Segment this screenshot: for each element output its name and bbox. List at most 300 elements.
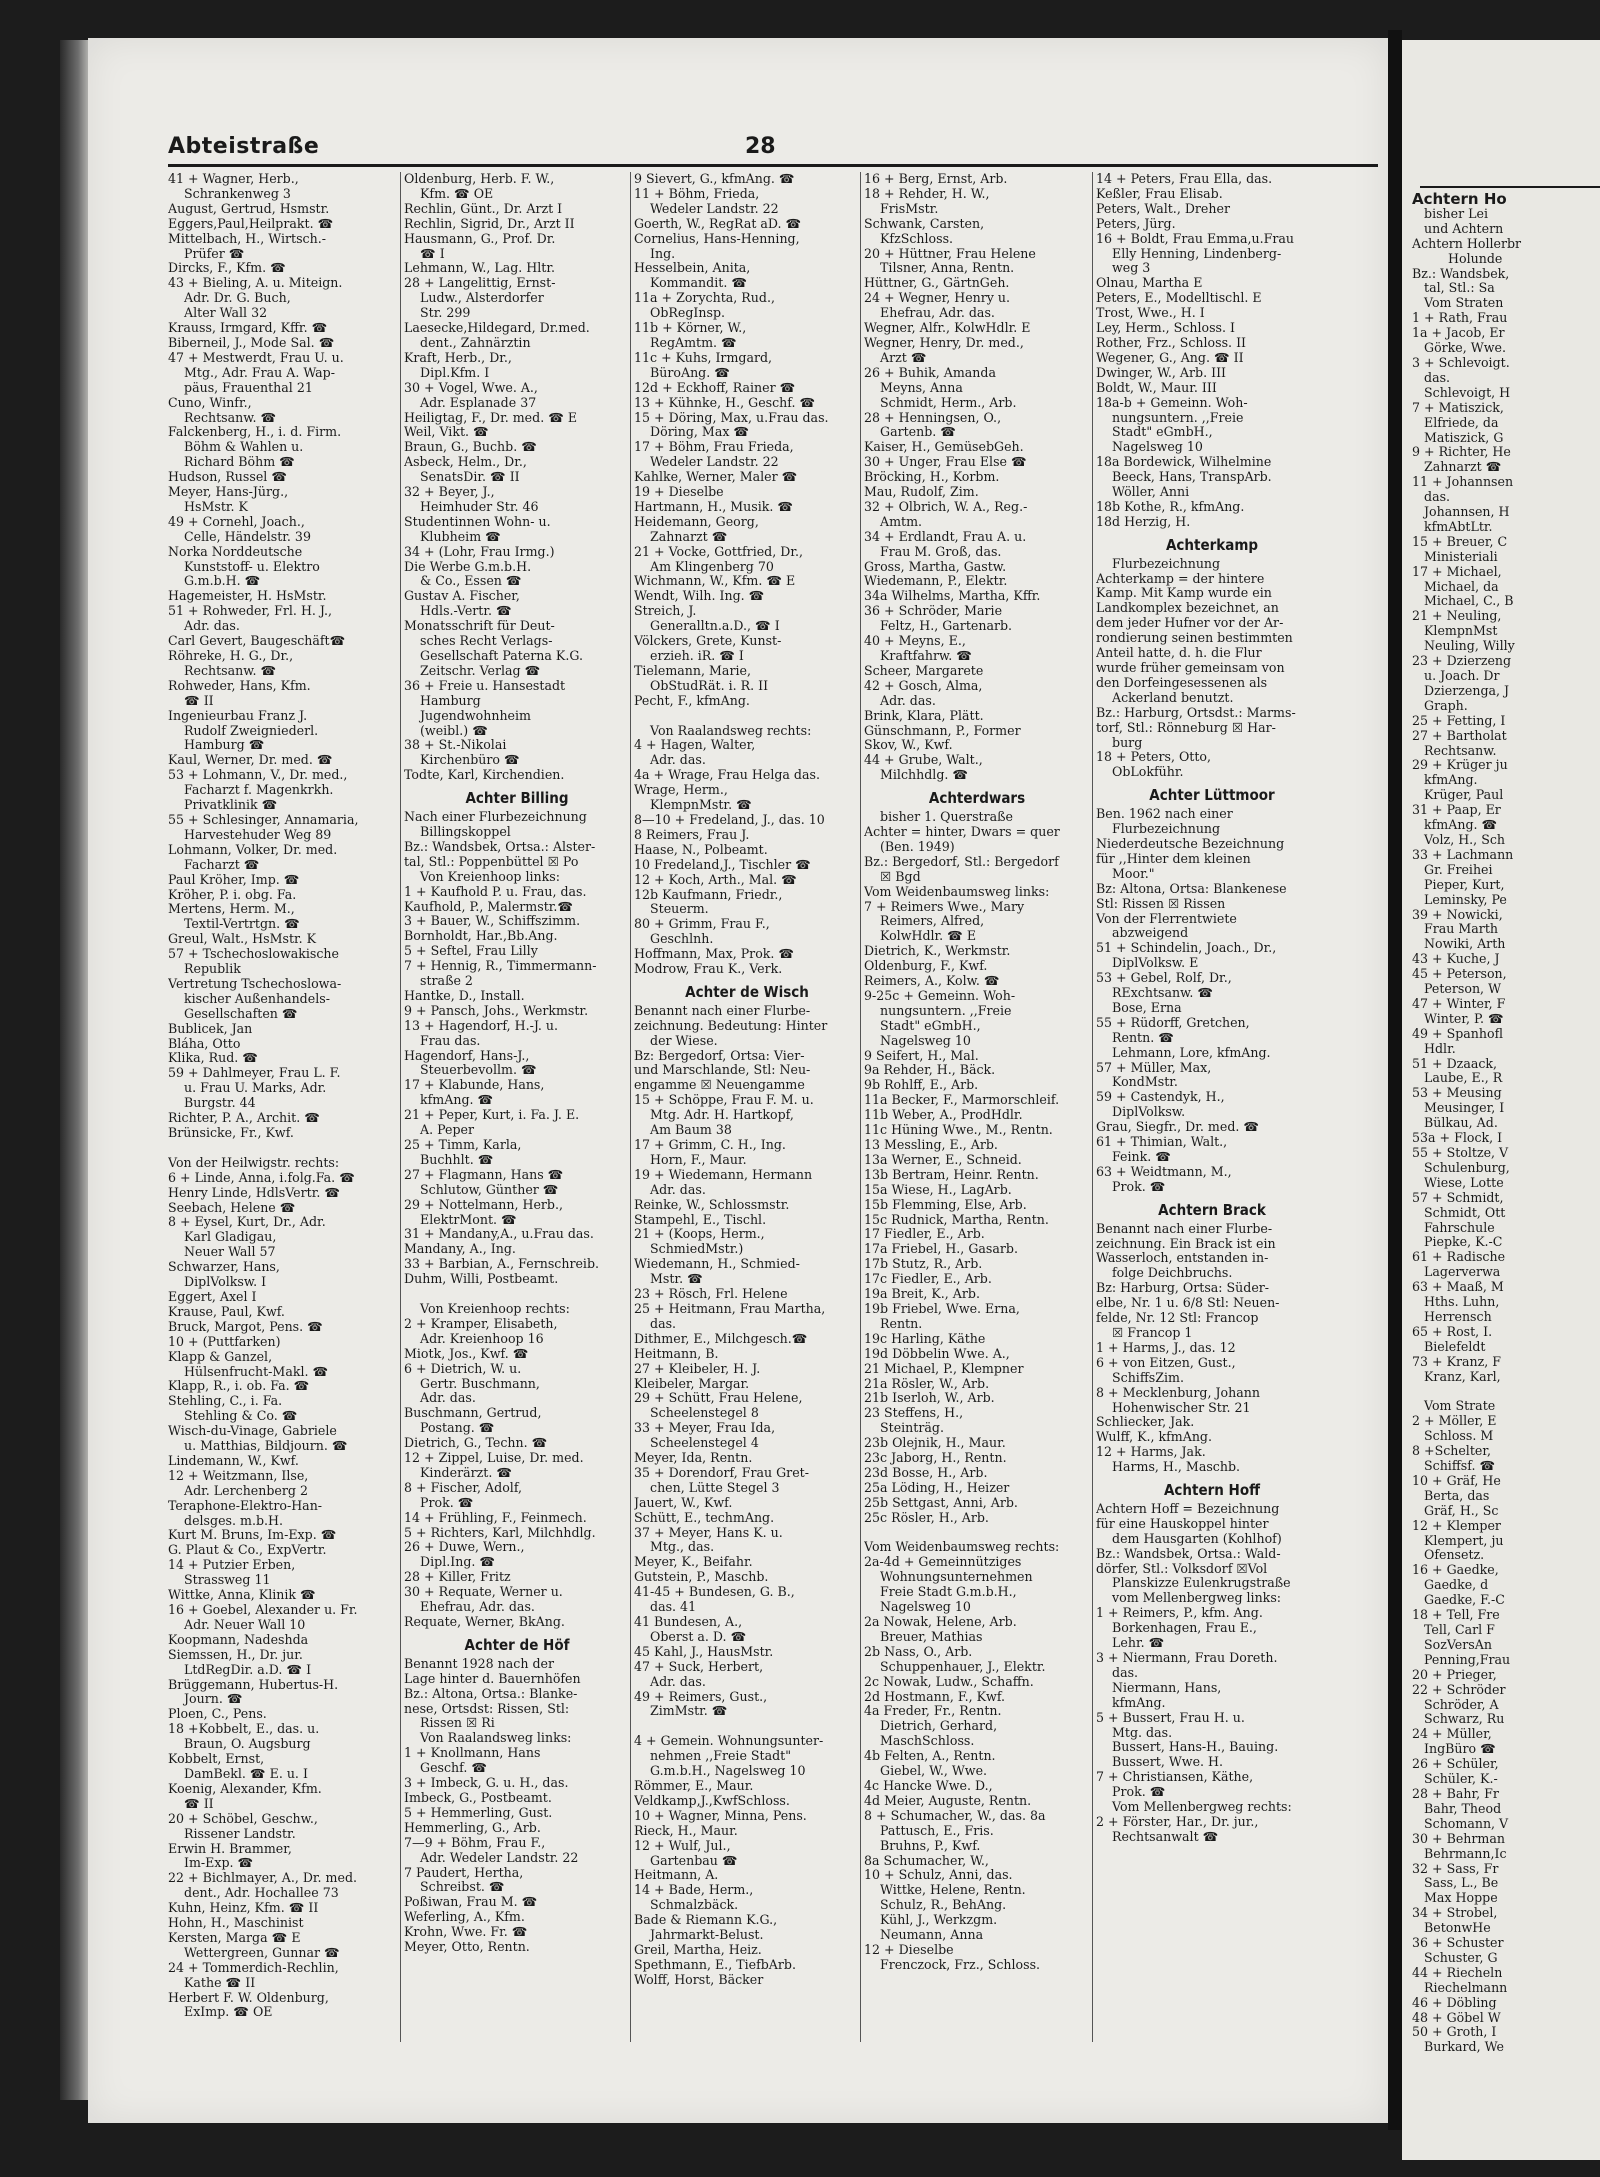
directory-entry: nese, Ortsdst: Rissen, Stl: xyxy=(404,1700,570,1716)
directory-entry: 36 + Schröder, Marie xyxy=(864,603,1003,619)
directory-entry: (weibl.) ☎ xyxy=(404,722,488,738)
directory-entry: Stampehl, E., Tischl. xyxy=(634,1211,767,1227)
directory-entry: Penning,Frau xyxy=(1412,1651,1511,1667)
directory-entry: 25 + Fetting, I xyxy=(1412,712,1506,728)
directory-entry: Weferling, A., Kfm. xyxy=(404,1909,525,1925)
directory-entry: 43 + Bieling, A. u. Miteign. xyxy=(168,275,343,291)
directory-entry: 24 + Wegner, Henry u. xyxy=(864,290,1011,306)
directory-entry: 11b + Körner, W., xyxy=(634,320,747,336)
directory-entry: 1 + Kaufhold P. u. Frau, das. xyxy=(404,883,587,899)
directory-entry: Schreibst. ☎ xyxy=(404,1879,505,1895)
directory-entry: Lehr. ☎ xyxy=(1096,1635,1165,1651)
directory-entry: 36 + Freie u. Hansestadt xyxy=(404,677,566,693)
directory-entry: Flurbezeichnung xyxy=(1096,821,1221,837)
directory-entry: Meyer, Otto, Rentn. xyxy=(404,1939,530,1955)
directory-entry: Niederdeutsche Bezeichnung xyxy=(1096,835,1285,851)
directory-entry: Von Kreienhoop links: xyxy=(404,868,560,884)
directory-entry: 1 + Rath, Frau xyxy=(1412,310,1508,326)
directory-entry: 34 + Erdlandt, Frau A. u. xyxy=(864,528,1027,544)
directory-entry: Ehefrau, Adr. das. xyxy=(404,1599,535,1615)
directory-entry: Trost, Wwe., H. I xyxy=(1096,305,1205,321)
directory-entry: Mtg., Adr. Frau A. Wap- xyxy=(168,364,335,380)
directory-entry: 41 Bundesen, A., xyxy=(634,1614,743,1629)
directory-entry: Prüfer ☎ xyxy=(168,245,245,261)
directory-entry: Bussert, Wwe. H. xyxy=(1096,1754,1224,1770)
directory-entry: Privatklinik ☎ xyxy=(168,797,278,813)
directory-entry: Freie Stadt G.m.b.H., xyxy=(864,1584,1017,1600)
directory-entry: Am Baum 38 xyxy=(634,1122,732,1138)
directory-entry: Mtg. das. xyxy=(1096,1724,1173,1740)
directory-entry: 23c Jaborg, H., Rentn. xyxy=(864,1450,1007,1466)
directory-entry: Von der Flerrentwiete xyxy=(1096,910,1237,926)
column-1 xyxy=(168,172,400,2020)
directory-entry xyxy=(634,709,860,724)
directory-entry: Kinderärzt. ☎ xyxy=(404,1464,513,1480)
directory-entry: Reimers, Alfred, xyxy=(864,913,985,929)
directory-entry: 51 + Rohweder, Frl. H. J., xyxy=(168,603,333,619)
directory-entry xyxy=(404,1287,630,1302)
directory-entry: Anteil hatte, d. h. die Flur xyxy=(1096,645,1262,661)
directory-entry: Klika, Rud. ☎ xyxy=(168,1050,258,1066)
directory-entry: Rother, Frz., Schloss. II xyxy=(1096,334,1247,350)
directory-entry: Reimers, A., Kolw. ☎ xyxy=(864,973,1000,989)
directory-entry: 23 + Rösch, Frl. Helene xyxy=(634,1286,788,1302)
directory-entry: Hdlr. xyxy=(1412,1040,1456,1056)
directory-entry xyxy=(168,1141,400,1156)
directory-entry: Grau, Siegfr., Dr. med. ☎ xyxy=(1096,1119,1260,1135)
directory-entry: Dietrich, G., Techn. ☎ xyxy=(404,1435,548,1451)
directory-entry: 33 + Barbian, A., Fernschreib. xyxy=(404,1256,600,1272)
directory-entry: Oberst a. D. ☎ xyxy=(634,1628,747,1644)
directory-entry: Feltz, H., Gartenarb. xyxy=(864,618,1013,634)
directory-entry: 13a Werner, E., Schneid. xyxy=(864,1151,1022,1167)
directory-entry: 14 + Peters, Frau Ella, das. xyxy=(1096,172,1273,186)
directory-entry: Giebel, W., Wwe. xyxy=(864,1763,988,1779)
directory-entry: 39 + Nowicki, xyxy=(1412,906,1503,922)
directory-entry: IngBüro ☎ xyxy=(1412,1741,1496,1757)
directory-entry: 26 + Duwe, Wern., xyxy=(404,1539,525,1555)
directory-entry: Stl: Rissen ☒ Rissen xyxy=(1096,895,1226,911)
directory-entry: Rohweder, Hans, Kfm. xyxy=(168,677,311,693)
directory-entry: Berta, das xyxy=(1412,1487,1490,1503)
directory-entry: Görke, Wwe. xyxy=(1412,340,1506,356)
directory-entry: Bussert, Hans-H., Bauing. xyxy=(1096,1739,1279,1755)
directory-entry: Ploen, C., Pens. xyxy=(168,1706,267,1722)
directory-entry: Brüggemann, Hubertus-H. xyxy=(168,1676,339,1692)
directory-entry: Wittke, Anna, Klinik ☎ xyxy=(168,1587,316,1603)
directory-entry: 12 + Koch, Arth., Mal. ☎ xyxy=(634,871,797,887)
directory-entry: 4 + Hagen, Walter, xyxy=(634,737,756,753)
directory-entry: dem jeder Hufner vor der Ar- xyxy=(1096,615,1284,631)
directory-entry: 11a + Zorychta, Rud., xyxy=(634,290,775,306)
directory-entry: 1 + Harms, J., das. 12 xyxy=(1096,1339,1236,1355)
directory-entry: Kamp. Mit Kamp wurde ein xyxy=(1096,585,1272,601)
directory-entry: 18b Kothe, R., kfmAng. xyxy=(1096,498,1245,514)
directory-entry: Poßiwan, Frau M. ☎ xyxy=(404,1894,538,1910)
directory-entry: Ehefrau, Adr. das. xyxy=(864,305,995,321)
directory-entry: 17 + Klabunde, Hans, xyxy=(404,1077,545,1093)
directory-entry: Stadt" eGmbH., xyxy=(864,1017,981,1033)
directory-entry: dem Hausgarten (Kohlhof) xyxy=(1096,1530,1282,1546)
directory-entry: Teraphone-Elektro-Han- xyxy=(168,1497,323,1513)
directory-entry: Mau, Rudolf, Zim. xyxy=(864,484,979,500)
directory-entry: Kühl, J., Werkzgm. xyxy=(864,1912,998,1928)
column-divider xyxy=(630,172,631,2042)
directory-entry: SchiffsZim. xyxy=(1096,1369,1184,1385)
directory-entry: Schulz, R., BehAng. xyxy=(864,1897,1007,1913)
directory-entry: 2a Nowak, Helene, Arb. xyxy=(864,1614,1017,1629)
directory-entry: Bröcking, H., Korbm. xyxy=(864,469,1000,485)
directory-entry: Brünsicke, Fr., Kwf. xyxy=(168,1125,294,1140)
directory-entry: 23b Olejnik, H., Maur. xyxy=(864,1435,1006,1451)
directory-entry: 47 + Winter, F xyxy=(1412,995,1506,1011)
directory-entry: vom Mellenbergweg links: xyxy=(1096,1590,1282,1606)
directory-entry: Mstr. ☎ xyxy=(634,1271,703,1287)
directory-entry: Behrmann,Ic xyxy=(1412,1845,1507,1861)
directory-entry: 28 + Bahr, Fr xyxy=(1412,1785,1499,1801)
directory-entry: 28 + Langelittig, Ernst- xyxy=(404,275,556,291)
directory-entry: Gräf, H., Sc xyxy=(1412,1502,1499,1518)
directory-entry: MaschSchloss. xyxy=(864,1733,975,1749)
directory-entry: Wendt, Wilh. Ing. ☎ xyxy=(634,588,765,604)
directory-entry: Benannt nach einer Flurbe- xyxy=(634,1002,811,1018)
directory-entry: Von Kreienhoop rechts: xyxy=(404,1300,570,1316)
directory-entry: Adr. Lerchenberg 2 xyxy=(168,1482,308,1498)
directory-entry xyxy=(634,1719,860,1734)
directory-entry: 13 Messling, E., Arb. xyxy=(864,1137,998,1152)
directory-entry: Nach einer Flurbezeichnung xyxy=(404,809,587,825)
directory-entry: 6 + Linde, Anna, i.folg.Fa. ☎ xyxy=(168,1169,355,1185)
directory-entry: Johannsen, H xyxy=(1412,504,1510,520)
directory-entry: Hausmann, G., Prof. Dr. xyxy=(404,230,556,246)
directory-entry: Kathe ☎ II xyxy=(168,1974,256,1990)
directory-entry: 25a Löding, H., Heizer xyxy=(864,1479,1010,1495)
directory-entry: Monatsschrift für Deut- xyxy=(404,618,555,634)
directory-entry: Krohn, Wwe. Fr. ☎ xyxy=(404,1924,528,1940)
directory-entry: 38 + St.-Nikolai xyxy=(404,737,507,753)
directory-entry: Buschmann, Gertrud, xyxy=(404,1405,542,1421)
directory-entry: Tell, Carl F xyxy=(1412,1622,1495,1637)
directory-entry: Cuno, Winfr., xyxy=(168,394,252,410)
directory-entry: Wedeler Landstr. 22 xyxy=(634,454,779,470)
directory-entry: Bz.: Bergedorf, Stl.: Bergedorf xyxy=(864,853,1059,869)
directory-entry: das. xyxy=(634,1315,677,1331)
directory-entry: Biberneil, J., Mode Sal. ☎ xyxy=(168,334,335,350)
directory-entry: Burgstr. 44 xyxy=(168,1095,256,1111)
directory-entry: 57 + Schmidt, xyxy=(1412,1189,1504,1205)
directory-entry: 16 + Berg, Ernst, Arb. xyxy=(864,172,1008,186)
directory-entry: 29 + Nottelmann, Herb., xyxy=(404,1196,563,1212)
directory-entry: Meyns, Anna xyxy=(864,379,963,395)
directory-entry: Amtm. xyxy=(864,513,923,529)
directory-entry: Rechtsanw. xyxy=(1412,742,1497,758)
directory-entry: Ingenieurbau Franz J. xyxy=(168,707,308,723)
directory-entry: 9a Rehder, H., Bäck. xyxy=(864,1062,996,1078)
directory-entry: Völckers, Grete, Kunst- xyxy=(634,633,782,649)
directory-entry: BüroAng. ☎ xyxy=(634,364,730,380)
directory-entry: 27 + Flagmann, Hans ☎ xyxy=(404,1166,564,1182)
directory-entry: Schomann, V xyxy=(1412,1815,1509,1831)
directory-entry: Schmidt, Herm., Arb. xyxy=(864,394,1017,410)
directory-entry: Zeitschr. Verlag ☎ xyxy=(404,662,541,678)
directory-entry: Schuppenhauer, J., Elektr. xyxy=(864,1658,1046,1674)
directory-entry: Moor." xyxy=(1096,865,1155,881)
directory-entry: Bz.: Wandsbek, xyxy=(1412,265,1510,281)
directory-entry: 24 + Müller, xyxy=(1412,1726,1492,1742)
directory-entry: Kraft, Herb., Dr., xyxy=(404,349,512,365)
directory-entry: 40 + Meyns, E., xyxy=(864,633,966,649)
directory-entry: dörfer, Stl.: Volksdorf ☒Vol xyxy=(1096,1560,1268,1576)
directory-entry: RExchtsanw. ☎ xyxy=(1096,985,1214,1001)
page-shadow xyxy=(60,40,90,2100)
page-header xyxy=(168,134,1388,160)
directory-entry: 2a-4d + Gemeinnütziges xyxy=(864,1554,1022,1570)
directory-entry: Wegner, Alfr., KolwHdlr. E xyxy=(864,320,1031,336)
page-number: 28 xyxy=(745,134,776,159)
directory-entry: Falckenberg, H., i. d. Firm. xyxy=(168,424,342,440)
directory-entry: Seebach, Helene ☎ xyxy=(168,1199,296,1215)
directory-entry: 21 + Vocke, Gottfried, Dr., xyxy=(634,543,803,559)
directory-entry: Harvestehuder Weg 89 xyxy=(168,826,332,842)
directory-entry: KlempnMstr. ☎ xyxy=(634,797,752,813)
directory-entry: Cornelius, Hans-Henning, xyxy=(634,230,800,246)
directory-entry: Heitmann, B. xyxy=(634,1345,719,1361)
directory-entry: FrisMstr. xyxy=(864,200,939,216)
directory-entry: Oldenburg, Herb. F. W., xyxy=(404,172,555,186)
directory-entry: Heimhuder Str. 46 xyxy=(404,498,539,514)
directory-entry: Bielefeldt xyxy=(1412,1338,1486,1354)
directory-entry: Imbeck, G., Postbeamt. xyxy=(404,1789,552,1805)
directory-entry: 4b Felten, A., Rentn. xyxy=(864,1748,996,1764)
directory-entry: Geschlnh. xyxy=(634,931,714,947)
directory-entry: 41 + Wagner, Herb., xyxy=(168,172,299,186)
directory-entry: Graph. xyxy=(1412,697,1468,713)
directory-entry: 6 + von Eitzen, Gust., xyxy=(1096,1354,1236,1370)
directory-entry: Frau das. xyxy=(404,1032,481,1048)
directory-entry: 2 + Förster, Har., Dr. jur., xyxy=(1096,1813,1259,1829)
directory-entry: Dietrich, Gerhard, xyxy=(864,1718,998,1734)
directory-entry: 29 + Krüger ju xyxy=(1412,757,1508,773)
directory-entry: ZimMstr. ☎ xyxy=(634,1703,728,1719)
directory-entry xyxy=(864,1526,1090,1541)
directory-entry: Weil, Vikt. ☎ xyxy=(404,424,489,440)
directory-entry: 45 + Peterson, xyxy=(1412,966,1507,982)
directory-entry: 21 + Neuling, xyxy=(1412,608,1502,624)
directory-entry: Rissener Landstr. xyxy=(168,1825,296,1841)
directory-entry: Schloss. M xyxy=(1412,1428,1494,1444)
directory-entry: Stehling, C., i. Fa. xyxy=(168,1393,283,1409)
directory-entry: 10 + Gräf, He xyxy=(1412,1472,1501,1488)
directory-entry: 1a + Jacob, Er xyxy=(1412,325,1505,341)
directory-entry: Stehling & Co. ☎ xyxy=(168,1408,298,1424)
directory-entry: Von der Heilwigstr. rechts: xyxy=(168,1154,340,1170)
directory-entry: Rechlin, Günt., Dr. Arzt I xyxy=(404,200,563,216)
directory-entry: Wegner, Henry, Dr. med., xyxy=(864,334,1024,350)
directory-entry: Geschf. ☎ xyxy=(404,1760,488,1776)
directory-entry: 33 + Lachmann xyxy=(1412,846,1514,862)
directory-entry: und Achtern xyxy=(1412,220,1504,236)
directory-entry: Braun, G., Buchb. ☎ xyxy=(404,439,537,455)
directory-entry: 80 + Grimm, Frau F., xyxy=(634,916,770,932)
directory-entry: 36 + Schuster xyxy=(1412,1935,1504,1951)
directory-entry: 25 + Timm, Karla, xyxy=(404,1137,522,1152)
directory-entry: Hudson, Russel ☎ xyxy=(168,469,288,485)
directory-entry: 11a Becker, F., Marmorschleif. xyxy=(864,1092,1060,1108)
directory-entry: Bz.: Wandsbek, Ortsa.: Wald- xyxy=(1096,1545,1281,1561)
directory-entry: 15a Wiese, H., LagArb. xyxy=(864,1181,1012,1197)
directory-entry: Gustav A. Fischer, xyxy=(404,588,520,604)
directory-entry: Wegener, G., Ang. ☎ II xyxy=(1096,349,1244,365)
directory-entry: Die Werbe G.m.b.H. xyxy=(404,558,532,574)
directory-entry: 49 + Spanhofl xyxy=(1412,1025,1503,1041)
street-heading: Achtern Ho xyxy=(1412,190,1507,208)
directory-entry: 50 + Groth, I xyxy=(1412,2024,1497,2040)
directory-entry: Goerth, W., RegRat aD. ☎ xyxy=(634,215,802,231)
directory-entry: Klapp & Ganzel, xyxy=(168,1348,273,1364)
directory-entry: Karl Gladigau, xyxy=(168,1229,277,1245)
directory-entry: nungsuntern. ,,Freie xyxy=(864,1002,1012,1018)
directory-entry: 18 + Peters, Otto, xyxy=(1096,749,1211,765)
directory-entry: 41-45 + Bundesen, G. B., xyxy=(634,1584,795,1600)
directory-entry: 18 + Rehder, H. W., xyxy=(864,185,990,201)
directory-entry: Generalltn.a.D., ☎ I xyxy=(634,618,780,634)
directory-entry: Kfm. ☎ OE xyxy=(404,185,494,201)
directory-entry: Dipl.Kfm. I xyxy=(404,364,490,380)
directory-entry: Bz.: Altona, Ortsa.: Blanke- xyxy=(404,1685,578,1701)
directory-entry: 5 + Seftel, Frau Lilly xyxy=(404,943,538,959)
directory-entry: tal, Stl.: Sa xyxy=(1412,280,1495,296)
directory-entry: Kaiser, H., GemüsebGeh. xyxy=(864,439,1024,455)
directory-entry: Niermann, Hans, xyxy=(1096,1679,1222,1695)
directory-entry: 14 + Bade, Herm., xyxy=(634,1882,754,1898)
directory-entry: Pieper, Kurt, xyxy=(1412,876,1505,892)
directory-entry: KondMstr. xyxy=(1096,1074,1178,1090)
directory-entry: 32 + Beyer, J., xyxy=(404,484,495,500)
directory-entry: 25 + Heitmann, Frau Martha, xyxy=(634,1300,826,1316)
directory-entry: 4d Meier, Auguste, Rentn. xyxy=(864,1792,1032,1808)
directory-entry: Dithmer, E., Milchgesch.☎ xyxy=(634,1330,808,1346)
directory-entry: 63 + Weidtmann, M., xyxy=(1096,1163,1232,1179)
directory-entry: Facharzt f. Magenkrkh. xyxy=(168,782,334,798)
directory-entry: Wöller, Anni xyxy=(1096,484,1190,500)
directory-entry: Braun, O. Augsburg xyxy=(168,1736,311,1752)
directory-entry: Hemmerling, G., Arb. xyxy=(404,1819,541,1835)
directory-entry: Achter = hinter, Dwars = quer xyxy=(864,823,1060,839)
directory-entry: Laube, E., R xyxy=(1412,1070,1503,1086)
directory-entry: felde, Nr. 12 Stl: Francop xyxy=(1096,1310,1259,1326)
directory-entry: BetonwHe xyxy=(1412,1920,1491,1936)
directory-entry: Frau Marth xyxy=(1412,921,1498,937)
directory-entry: Schwank, Carsten, xyxy=(864,215,985,231)
directory-entry: 3 + Niermann, Frau Doreth. xyxy=(1096,1650,1278,1665)
directory-entry xyxy=(1412,1385,1521,1400)
directory-entry: Hartmann, H., Musik. ☎ xyxy=(634,498,794,514)
directory-entry: Textil-Vertrtgn. ☎ xyxy=(168,916,300,932)
directory-entry: Schüler, K.- xyxy=(1412,1771,1498,1787)
directory-entry: Bz: Bergedorf, Ortsa: Vier- xyxy=(634,1047,805,1063)
directory-entry: Hohenwischer Str. 21 xyxy=(1096,1399,1251,1415)
directory-entry: 8 + Fischer, Adolf, xyxy=(404,1479,523,1495)
directory-entry: Klapp, R., i. ob. Fa. ☎ xyxy=(168,1378,310,1394)
directory-entry: 23 Steffens, H., xyxy=(864,1405,964,1421)
directory-entry: HsMstr. K xyxy=(168,498,248,514)
directory-entry: Michael, da xyxy=(1412,578,1499,594)
directory-entry: Pattusch, E., Fris. xyxy=(864,1822,994,1838)
directory-entry: erzieh. iR. ☎ I xyxy=(634,648,744,663)
column-4 xyxy=(864,172,1090,1973)
directory-entry: 53a + Flock, I xyxy=(1412,1130,1503,1146)
directory-entry: Str. 299 xyxy=(404,305,471,321)
directory-entry: 4a Freder, Fr., Rentn. xyxy=(864,1703,1002,1719)
directory-entry: 2 + Möller, E xyxy=(1412,1413,1497,1429)
directory-entry: ☎ II xyxy=(168,1795,214,1811)
directory-entry: Gaedke, F.-C xyxy=(1412,1592,1505,1608)
directory-entry: Gartenb. ☎ xyxy=(864,424,956,440)
directory-entry: 28 + Killer, Fritz xyxy=(404,1569,511,1585)
directory-entry: 25b Settgast, Anni, Arb. xyxy=(864,1494,1018,1510)
directory-entry: für eine Hauskoppel hinter xyxy=(1096,1515,1269,1531)
directory-entry: 61 + Thimian, Walt., xyxy=(1096,1134,1228,1150)
directory-entry: Adr. das. xyxy=(634,1181,706,1197)
directory-entry: 53 + Meusing xyxy=(1412,1085,1502,1101)
directory-entry: 59 + Dahlmeyer, Frau L. F. xyxy=(168,1065,341,1081)
directory-entry: und Marschlande, Stl: Neu- xyxy=(634,1062,811,1078)
directory-entry: 57 + Tschechoslowakische xyxy=(168,946,339,962)
directory-entry: 2d Hostmann, F., Kwf. xyxy=(864,1688,1006,1704)
directory-entry: 4c Hancke Wwe. D., xyxy=(864,1777,993,1793)
directory-entry: DiplVolksw. E xyxy=(1096,955,1199,971)
directory-entry: 11c + Kuhs, Irmgard, xyxy=(634,349,773,365)
directory-entry: Adr. das. xyxy=(168,618,240,634)
directory-entry: Ing. xyxy=(634,245,676,261)
directory-entry: Zahnarzt ☎ xyxy=(634,528,728,544)
column-5 xyxy=(1096,172,1328,1845)
directory-entry: bisher 1. Querstraße xyxy=(864,809,1013,825)
directory-entry: Asbeck, Helm., Dr., xyxy=(404,454,527,470)
directory-entry: Schuster, G xyxy=(1412,1949,1498,1965)
column-3 xyxy=(634,172,860,1988)
directory-entry: Hamburg xyxy=(404,692,481,708)
directory-entry: Rechtsanwalt ☎ xyxy=(1096,1828,1219,1844)
directory-entry: Wohnungsunternehmen xyxy=(864,1569,1033,1585)
directory-entry: G. Plaut & Co., ExpVertr. xyxy=(168,1542,327,1558)
directory-entry: 15 + Schöppe, Frau F. M. u. xyxy=(634,1092,814,1108)
directory-entry: 22 + Bichlmayer, A., Dr. med. xyxy=(168,1870,358,1886)
column-divider xyxy=(400,172,401,2042)
directory-entry: torf, Stl.: Rönneburg ☒ Har- xyxy=(1096,719,1276,735)
directory-entry: Jugendwohnheim xyxy=(404,707,531,723)
directory-entry: Im-Exp. ☎ xyxy=(168,1855,254,1871)
directory-entry: Peters, Walt., Dreher xyxy=(1096,200,1230,216)
directory-entry: Röhreke, H. G., Dr., xyxy=(168,648,294,663)
directory-entry: LtdRegDir. a.D. ☎ I xyxy=(168,1661,312,1677)
directory-entry: Stadt" eGmbH., xyxy=(1096,424,1213,440)
directory-entry: burg xyxy=(1096,734,1143,750)
directory-entry: Bade & Riemann K.G., xyxy=(634,1912,778,1928)
directory-entry: 19 + Dieselbe xyxy=(634,484,724,500)
directory-entry: Richard Böhm ☎ xyxy=(168,454,295,470)
directory-entry: Adr. das. xyxy=(634,752,706,768)
directory-entry: Schrankenweg 3 xyxy=(168,185,291,201)
directory-entry: 30 + Requate, Werner u. xyxy=(404,1584,563,1600)
directory-entry: Horn, F., Maur. xyxy=(634,1151,747,1167)
directory-entry: Ministeriali xyxy=(1412,548,1498,564)
directory-entry: Wichmann, W., Kfm. ☎ E xyxy=(634,573,796,589)
directory-entry: u. Joach. Dr xyxy=(1412,668,1500,683)
directory-entry: 23d Bosse, H., Arb. xyxy=(864,1464,988,1480)
directory-entry: Achtern Hollerbr xyxy=(1412,235,1522,251)
directory-entry: Erwin H. Brammer, xyxy=(168,1840,292,1856)
